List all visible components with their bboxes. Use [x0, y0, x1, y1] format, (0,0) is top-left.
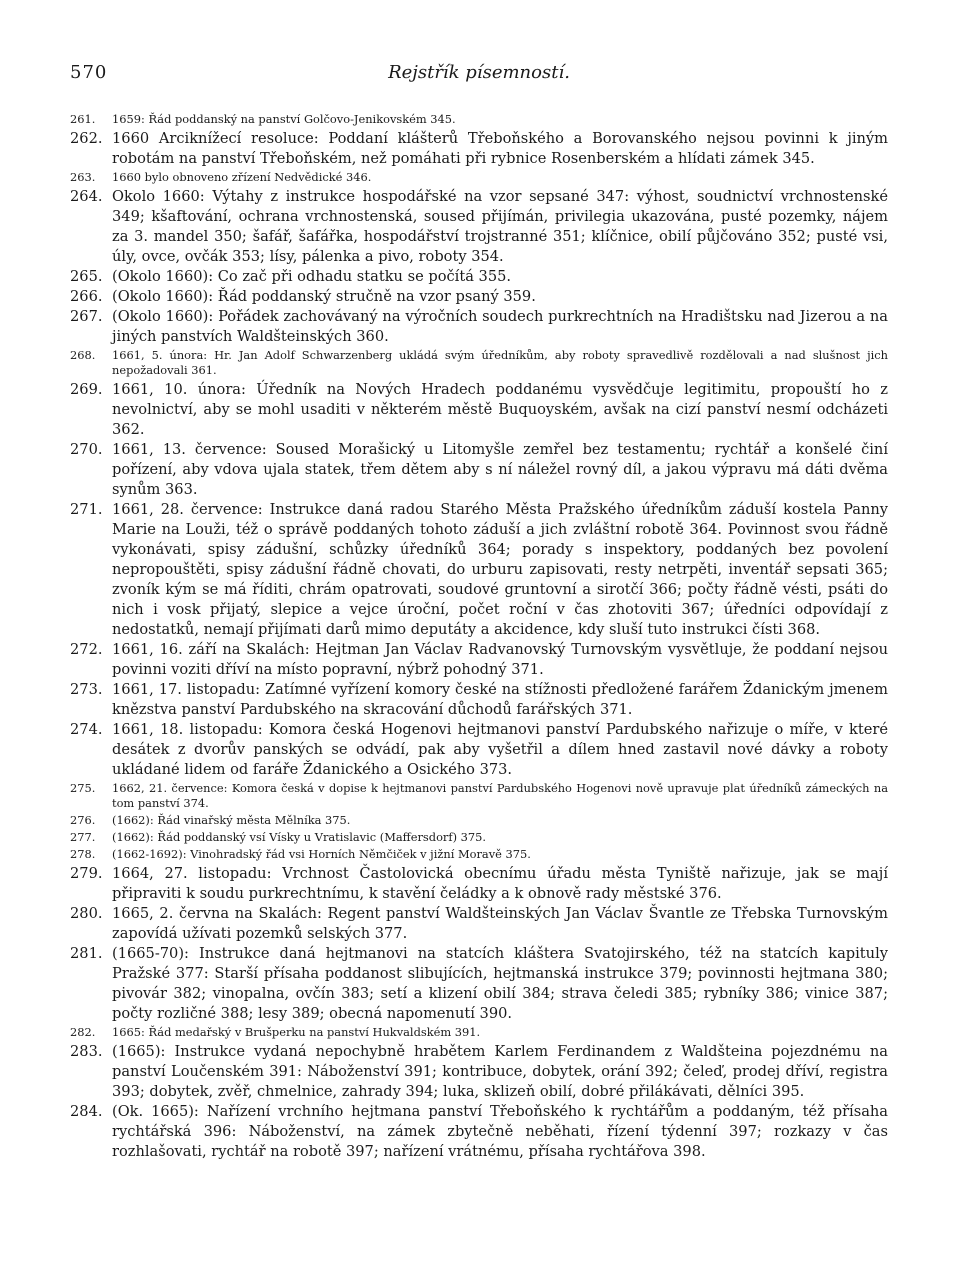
entry-text: 1661, 10. února: Úředník na Nových Hradech poddanému vysvědčuje legitimitu, propouští ho z nevolnictví, aby se mohl usaditi v některém městě Buquoyském, avšak na cizí panství nesmí odcházeti 362.	[112, 381, 888, 438]
register-entry	[70, 904, 888, 944]
register-entry	[70, 864, 888, 904]
entry-number: 262.	[70, 130, 103, 147]
entry-text: 1661, 18. listopadu: Komora česká Hogenovi hejtmanovi panství Pardubského nařizuje o míře, v které desátek z dvorův panských se odvádí, pak aby vyšetřil a dílem hned zastavil nové dávky a roboty ukládané lidem od faráře Ždanického a Osického 373.	[112, 721, 888, 778]
running-title: Rejstřík písemností.	[388, 62, 570, 83]
register-entry	[70, 112, 888, 127]
entry-number: 261.	[70, 112, 96, 126]
entry-number: 263.	[70, 170, 96, 184]
entry-number: 275.	[70, 781, 96, 795]
entry-text: 1661, 13. července: Soused Morašický u Litomyšle zemřel bez testamentu; rychtář a konšelé činí pořízení, aby vdova ujala statek, třem dětem aby s ní náležel rovný díl, a jakou výpravu má dáti dvěma synům 363.	[112, 441, 888, 498]
entry-number: 272.	[70, 641, 103, 658]
entry-number: 279.	[70, 865, 103, 882]
register-entries	[70, 112, 888, 1162]
register-entry	[70, 944, 888, 1024]
register-entry	[70, 348, 888, 378]
register-entry	[70, 380, 888, 440]
entry-text: (1662): Řád vinařský města Mělníka 375.	[112, 813, 351, 827]
entry-number: 283.	[70, 1043, 103, 1060]
register-entry	[70, 847, 888, 862]
entry-number: 276.	[70, 813, 96, 827]
register-entry	[70, 129, 888, 169]
register-entry	[70, 781, 888, 811]
entry-text: Okolo 1660: Výtahy z instrukce hospodářské na vzor sepsané 347: výhost, soudnictví vrchnostenské 349; kšaftování, ochrana vrchnostenská, soused přijímán, privilegia ukazována, pusté pozemky, nájem za 3. mandel 350; šafář, šafářka, hospodářství trojstranné 351; klíčnice, obilí půjčováno 352; pusté vsi, úly, ovce, ovčák 353; lísy, pálenka a pivo, roboty 354.	[112, 188, 888, 265]
register-entry	[70, 720, 888, 780]
entry-number: 264.	[70, 188, 103, 205]
entry-text: 1660 bylo obnoveno zřízení Nedvědické 346.	[112, 170, 372, 184]
register-entry	[70, 813, 888, 828]
register-entry	[70, 680, 888, 720]
register-entry	[70, 307, 888, 347]
entry-text: 1662, 21. července: Komora česká v dopise k hejtmanovi panství Pardubského Hogenovi nově upravuje plat úředníků zámeckých na tom panství 374.	[112, 781, 888, 810]
entry-number: 273.	[70, 681, 103, 698]
register-entry	[70, 640, 888, 680]
register-entry	[70, 287, 888, 307]
entry-number: 284.	[70, 1103, 103, 1120]
entry-text: 1664, 27. listopadu: Vrchnost Častolovická obecnímu úřadu města Tyniště nařizuje, jak se mají připraviti k soudu purkrechtnímu, k stavění čeládky a k obnově rady městské 376.	[112, 865, 888, 902]
entry-text: (1662): Řád poddanský vsí Vísky u Vratislavic (Maffersdorf) 375.	[112, 830, 487, 844]
entry-number: 282.	[70, 1025, 96, 1039]
register-entry	[70, 1042, 888, 1102]
entry-text: 1661, 5. února: Hr. Jan Adolf Schwarzenberg ukládá svým úředníkům, aby roboty spravedlivě rozdělovali a nad slušnost jich nepožadovali 361.	[112, 348, 888, 377]
entry-number: 281.	[70, 945, 103, 962]
entry-text: 1661, 28. července: Instrukce daná radou Starého Města Pražského úředníkům záduší kostela Panny Marie na Louži, též o správě poddaných tohoto záduší a jich zvláštní robotě 364. Povinnost svou řádně vykonávati, spisy zádušní, schůzky úředníků 364; porady s inspektory, poddaných bez povolení nepropouštěti, spisy zádušní řádně chovati, do urburu zapisovati, resty netrpěti, inventář sepsati 365; zvoník kým se má říditi, chrám opatrovati, soudové gruntovní a sirotčí 366; počty řádně vésti, psáti do nich i vosk přijatý, slepice a vejce úroční, počet roční v čas zhotoviti 367; úředníci odpovídají z nedostatků, nemají přijímati darů mimo deputáty a akcidence, kdy sluší tuto instrukci čísti 368.	[112, 501, 888, 638]
entry-text: 1660 Arciknížecí resoluce: Poddaní klášterů Třeboňského a Borovanského nejsou povinni k jiným robotám na panství Třeboňském, než pomáhati při rybnice Rosenberském a hlídati zámek 345.	[112, 130, 888, 167]
entry-number: 271.	[70, 501, 103, 518]
entry-text: (1665): Instrukce vydaná nepochybně hrabětem Karlem Ferdinandem z Waldšteina pojezdnému na panství Loučenském 391: Náboženství 391; kontribuce, dobytek, orání 392; čeleď, prodej dříví, registra 393; dobytek, zvěř, chmelnice, zahrady 394; luka, sklizeň obilí, dobré přilákávati, dělníci 395.	[112, 1043, 888, 1100]
entry-number: 266.	[70, 288, 103, 305]
entry-text: (1662-1692): Vinohradský řád vsi Horních Němčiček v jižní Moravě 375.	[112, 847, 531, 861]
entry-text: 1665: Řád medařský v Brušperku na panství Hukvaldském 391.	[112, 1025, 481, 1039]
entry-text: 1661, 16. září na Skalách: Hejtman Jan Václav Radvanovský Turnovským vysvětluje, že poddaní nejsou povinni voziti dříví na místo popravní, nýbrž pohodný 371.	[112, 641, 888, 678]
entry-number: 267.	[70, 308, 103, 325]
entry-text: (Okolo 1660): Pořádek zachovávaný na výročních soudech purkrechtních na Hradištsku nad Jizerou a na jiných panstvích Waldšteinských 360.	[112, 308, 888, 345]
entry-number: 277.	[70, 830, 96, 844]
entry-number: 269.	[70, 381, 103, 398]
register-entry	[70, 1102, 888, 1162]
document-page	[70, 62, 888, 1162]
entry-number: 274.	[70, 721, 103, 738]
entry-text: 1659: Řád poddanský na panství Golčovo-Jenikovském 345.	[112, 112, 456, 126]
entry-text: (1665-70): Instrukce daná hejtmanovi na statcích kláštera Svatojirského, též na statcích kapituly Pražské 377: Starší přísaha poddanost slibujících, hejtmanská instrukce 379; povinnosti hejtmana 380; pivovár 382; vinopalna, ovčín 383; setí a klizení obilí 384; strava čeledi 385; rybníky 386; vinice 387; počty rozličné 388; lesy 389; obecná napomenutí 390.	[112, 945, 888, 1022]
page-header	[70, 62, 888, 98]
register-entry	[70, 1025, 888, 1040]
entry-number: 278.	[70, 847, 96, 861]
register-entry	[70, 830, 888, 845]
register-entry	[70, 440, 888, 500]
page-number: 570	[70, 62, 108, 83]
entry-text: 1661, 17. listopadu: Zatímné vyřízení komory české na stížnosti předložené farářem Ždanickým jmenem knězstva panství Pardubského na skracování důchodů farářských 371.	[112, 681, 888, 718]
register-entry	[70, 500, 888, 640]
entry-number: 268.	[70, 348, 96, 362]
entry-number: 280.	[70, 905, 103, 922]
register-entry	[70, 267, 888, 287]
entry-text: (Ok. 1665): Nařízení vrchního hejtmana panství Třeboňského k rychtářům a poddaným, též přísaha rychtářská 396: Náboženství, na zámek zbytečně neběhati, řízení týdenní 397; rozkazy v čas rozhlašovati, rychtář na robotě 397; nařízení vrátnému, přísaha rychtářova 398.	[112, 1103, 888, 1160]
entry-number: 265.	[70, 268, 103, 285]
register-entry	[70, 187, 888, 267]
entry-text: 1665, 2. června na Skalách: Regent panství Waldšteinských Jan Václav Švantle ze Třebska Turnovským zapovídá užívati pozemků selských 377.	[112, 905, 888, 942]
entry-number: 270.	[70, 441, 103, 458]
entry-text: (Okolo 1660): Řád poddanský stručně na vzor psaný 359.	[112, 288, 536, 305]
register-entry	[70, 170, 888, 185]
entry-text: (Okolo 1660): Co zač při odhadu statku se počítá 355.	[112, 268, 512, 285]
